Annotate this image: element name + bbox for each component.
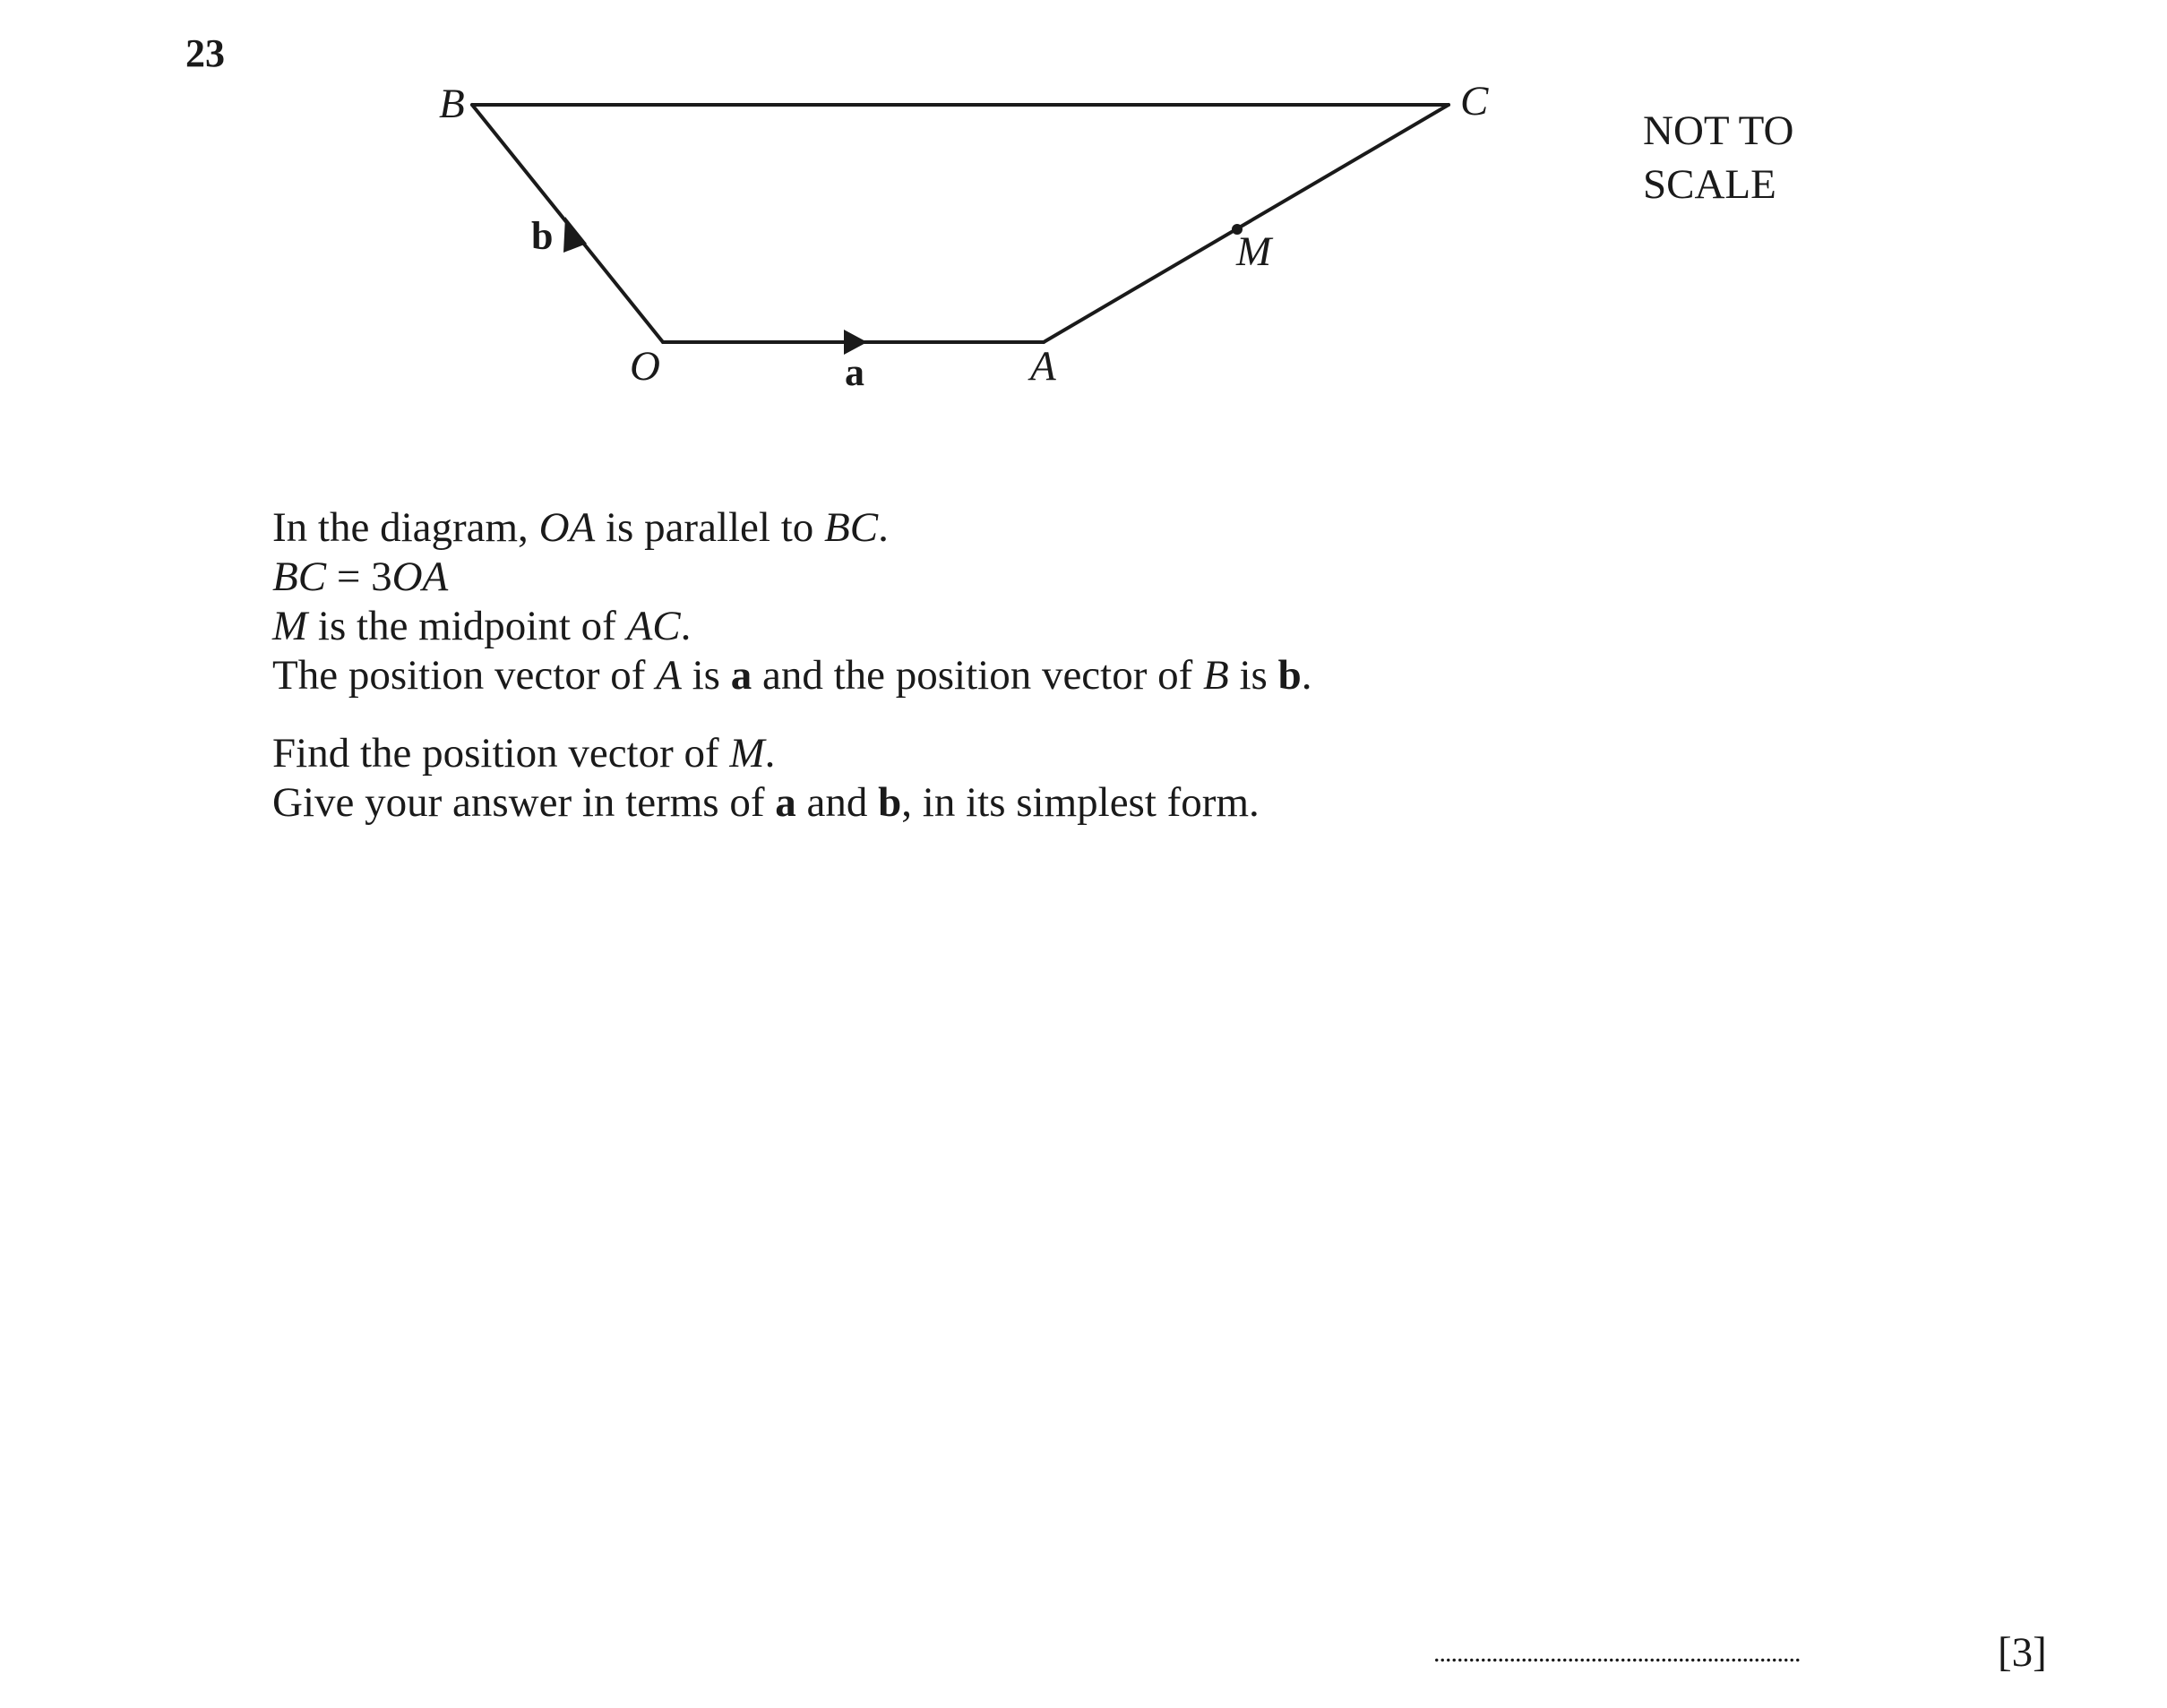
side-ac	[1044, 105, 1449, 342]
statement-line-1: In the diagram, OA is parallel to BC.	[272, 504, 889, 551]
not-to-scale-note	[1643, 104, 1793, 211]
label-m-point: M	[1236, 228, 1272, 275]
not-to-scale-line-1: NOT TO	[1643, 107, 1794, 154]
task-line-1: Find the position vector of M.	[272, 730, 776, 777]
statement-line-4: The position vector of A is a and the position vector of B is b.	[272, 652, 1312, 699]
statement-line-2: BC = 3OA	[272, 554, 449, 600]
label-b-point: B	[439, 81, 465, 127]
answer-line[interactable]: ...............................................................	[1433, 1638, 1801, 1668]
question-number: 23	[185, 31, 225, 75]
label-o-point: O	[630, 343, 660, 390]
label-a-point: A	[1030, 343, 1056, 390]
label-vector-a: a	[845, 350, 864, 394]
label-c-point: C	[1460, 78, 1489, 124]
question-text	[272, 503, 1312, 828]
statement-line-3: M is the midpoint of AC.	[272, 603, 692, 649]
trapezium-diagram	[0, 0, 2167, 466]
label-vector-b: b	[531, 214, 554, 258]
arrow-b-icon	[563, 217, 587, 253]
marks-label: [3]	[1998, 1629, 2047, 1676]
task-line-2: Give your answer in terms of a and b, in its simplest form.	[272, 779, 1260, 826]
not-to-scale-line-2: SCALE	[1643, 161, 1776, 208]
